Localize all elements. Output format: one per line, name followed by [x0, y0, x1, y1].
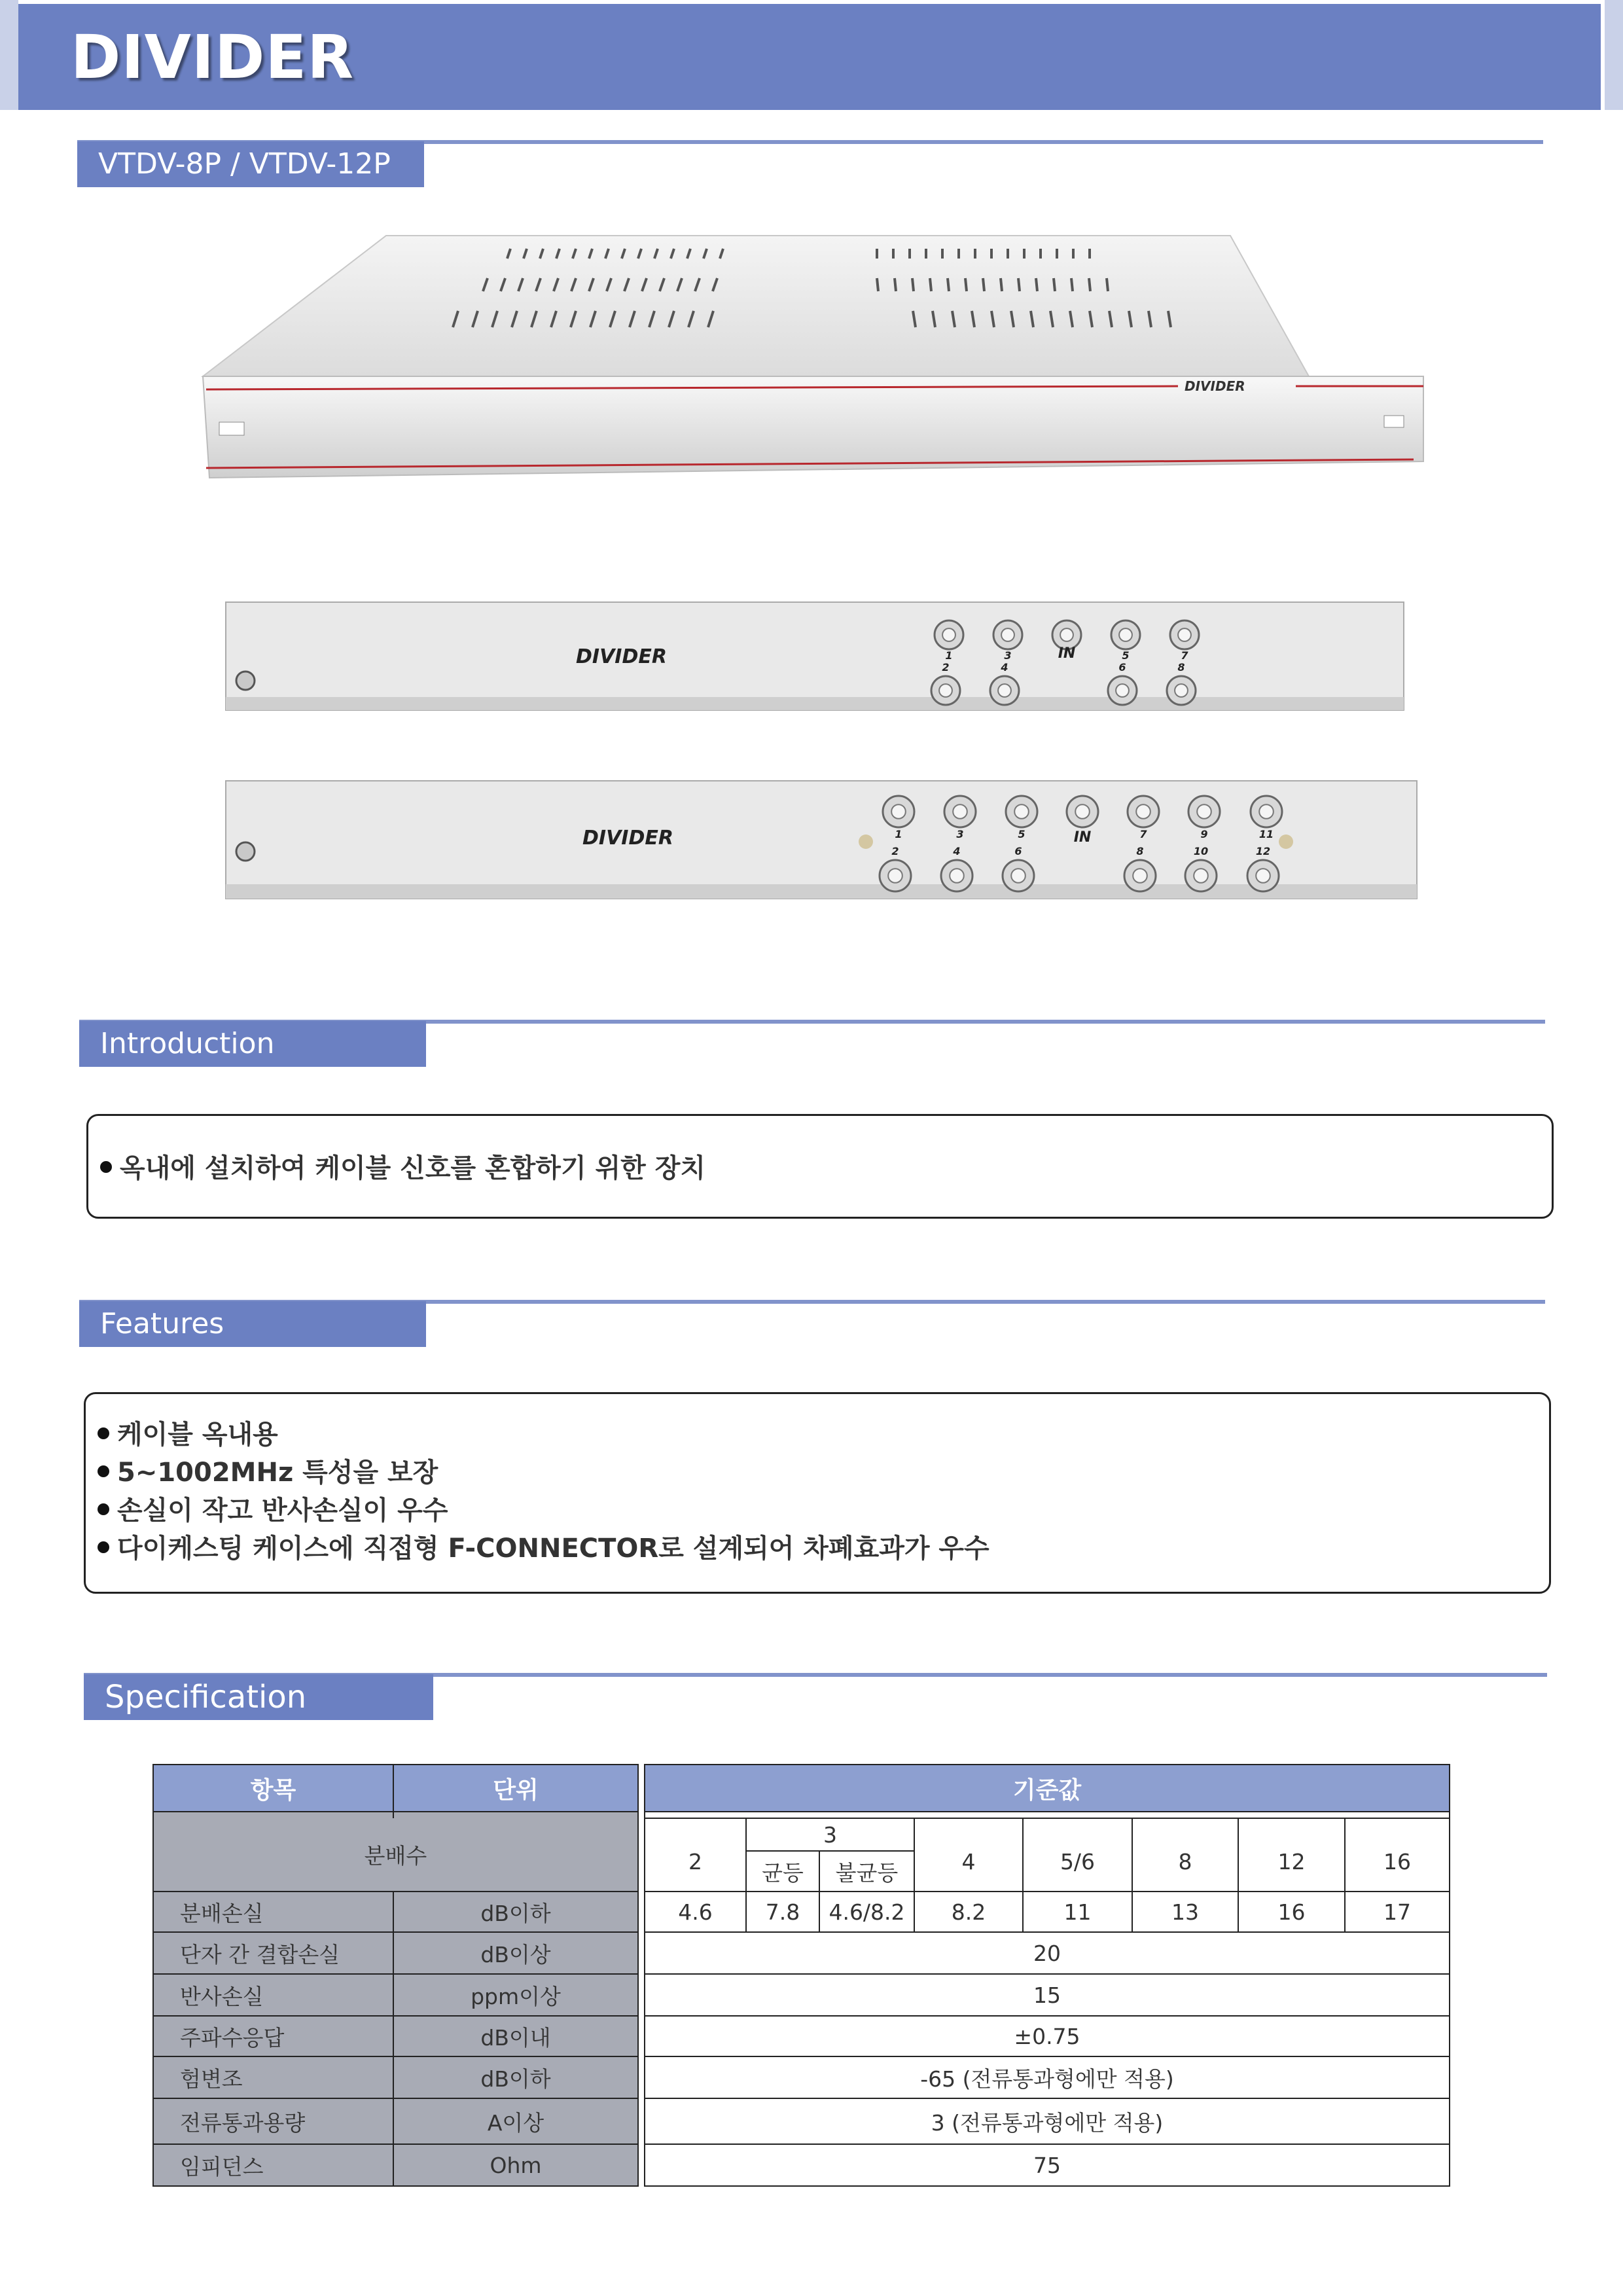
- product-photo-rack-top: [196, 229, 1433, 484]
- split-count: 16: [1345, 1818, 1450, 1892]
- spec-value: 20: [645, 1932, 1450, 1974]
- port-label: 5: [1122, 649, 1130, 662]
- introduction-box: [86, 1114, 1554, 1219]
- port-label: 5: [1018, 828, 1026, 840]
- f-connector-core: [1060, 628, 1073, 641]
- spec-value: 75: [645, 2144, 1450, 2186]
- features-item: 다이케스팅 케이스에 직접형 F-CONNECTOR로 설계되어 차폐효과가 우수: [98, 1528, 990, 1565]
- specification-section-header: [84, 1668, 1547, 1720]
- spec-value: 4.6/8.2: [819, 1892, 914, 1932]
- screw-icon: [1279, 834, 1293, 849]
- spec-value: 3 (전류통과형에만 적용): [645, 2098, 1450, 2144]
- port-label: IN: [1073, 829, 1092, 846]
- features-item: 케이블 옥내용: [98, 1414, 278, 1451]
- f-connector-core: [1194, 869, 1208, 883]
- split-count: 8: [1132, 1818, 1238, 1892]
- f-connector-core: [1011, 869, 1026, 883]
- split-count: 5/6: [1023, 1818, 1132, 1892]
- f-connector-core: [1075, 804, 1090, 819]
- spec-row: [153, 1974, 1450, 2016]
- f-connector-core: [939, 684, 952, 697]
- bullet-icon: [98, 1427, 109, 1439]
- f-connector-core: [998, 684, 1011, 697]
- spec-value: 15: [645, 1974, 1450, 2016]
- spec-value: 7.8: [746, 1892, 819, 1932]
- f-connector-core: [1197, 804, 1211, 819]
- spec-value: 4.6: [645, 1892, 746, 1932]
- device-label-12p: DIVIDER: [582, 827, 673, 850]
- split-count: 2: [645, 1818, 746, 1892]
- port-label: 11: [1258, 828, 1274, 840]
- spec-unit: dB이하: [393, 1892, 638, 1932]
- device-label-8p: DIVIDER: [576, 645, 667, 668]
- spec-item: 주파수응답: [153, 2016, 393, 2056]
- split-label: 분배수: [153, 1818, 638, 1892]
- f-connector-core: [1133, 869, 1147, 883]
- spec-item: 단자 간 결합손실: [153, 1932, 393, 1974]
- spec-header-row: [153, 1765, 1450, 1812]
- f-connector-core: [953, 804, 967, 819]
- spec-unit: Ohm: [393, 2144, 638, 2186]
- spec-item: 임피던스: [153, 2144, 393, 2186]
- banner-right-edge: [1605, 0, 1623, 110]
- features-item: 5~1002MHz 특성을 보장: [98, 1452, 438, 1489]
- bullet-icon: [100, 1161, 112, 1173]
- f-connector-core: [1178, 628, 1191, 641]
- model-label: VTDV-8P / VTDV-12P: [77, 141, 424, 187]
- page-title: DIVIDER: [71, 22, 355, 92]
- port-label: 8: [1177, 661, 1185, 673]
- bullet-icon: [98, 1503, 109, 1515]
- port-label: 8: [1136, 845, 1144, 857]
- bullet-icon: [98, 1465, 109, 1477]
- specification-title: Specification: [84, 1674, 433, 1720]
- banner-left-edge: [0, 0, 18, 110]
- spec-value: 13: [1132, 1892, 1238, 1932]
- spec-row: [153, 2056, 1450, 2098]
- spec-unit: A이상: [393, 2098, 638, 2144]
- title-banner: [18, 4, 1601, 110]
- f-connector-core: [1175, 684, 1188, 697]
- spec-value: 8.2: [914, 1892, 1023, 1932]
- port-label: IN: [1058, 645, 1076, 662]
- features-box: [84, 1392, 1551, 1594]
- port-label: 12: [1255, 845, 1271, 857]
- spec-value: 11: [1023, 1892, 1132, 1932]
- spec-row: [153, 2144, 1450, 2186]
- features-title: Features: [79, 1301, 426, 1347]
- product-photo-front-12p: [223, 774, 1420, 905]
- ground-screw-icon: [236, 842, 255, 861]
- f-connector-core: [1136, 804, 1150, 819]
- port-label: 4: [1001, 661, 1008, 673]
- f-connector-core: [1116, 684, 1129, 697]
- ground-screw-icon: [236, 672, 255, 690]
- spec-unit: dB이내: [393, 2016, 638, 2056]
- mount-hole-left: [219, 422, 244, 435]
- f-connector-core: [888, 869, 902, 883]
- f-connector-core: [1259, 804, 1274, 819]
- f-connector-core: [891, 804, 906, 819]
- spec-unit: dB이상: [393, 1932, 638, 1974]
- screw-icon: [859, 834, 873, 849]
- port-label: 3: [1004, 649, 1012, 662]
- spec-unit: ppm이상: [393, 1974, 638, 2016]
- spec-value: ±0.75: [645, 2016, 1450, 2056]
- features-section-header: [79, 1295, 1545, 1347]
- spec-row: [153, 1892, 1450, 1932]
- split-count-row: [153, 1818, 1450, 1851]
- port-label: 4: [953, 845, 961, 857]
- introduction-item: 옥내에 설치하여 케이블 신호를 혼합하기 위한 장치: [100, 1147, 705, 1185]
- split-count: 12: [1238, 1818, 1345, 1892]
- header-unit: 단위: [393, 1765, 638, 1812]
- features-item: 손실이 작고 반사손실이 우수: [98, 1490, 448, 1527]
- spec-item: 분배손실: [153, 1892, 393, 1932]
- split-count: 4: [914, 1818, 1023, 1892]
- spec-row: [153, 2016, 1450, 2056]
- introduction-section-header: [79, 1014, 1545, 1067]
- spec-unit: dB이하: [393, 2056, 638, 2098]
- port-label: 2: [891, 845, 899, 857]
- port-label: 9: [1200, 828, 1208, 840]
- bullet-icon: [98, 1541, 109, 1553]
- spec-value: 16: [1238, 1892, 1345, 1932]
- port-label: 6: [1014, 845, 1022, 857]
- introduction-title: Introduction: [79, 1021, 426, 1067]
- f-connector-core: [942, 628, 955, 641]
- port-label: 1: [895, 828, 902, 840]
- spec-item: 반사손실: [153, 1974, 393, 2016]
- split-count: 3: [746, 1818, 914, 1851]
- f-connector-core: [1014, 804, 1029, 819]
- header-item: 항목: [153, 1765, 393, 1812]
- spec-value: 17: [1345, 1892, 1450, 1932]
- split-sub-equal: 균등: [746, 1851, 819, 1892]
- spec-row: [153, 2098, 1450, 2144]
- spec-value: -65 (전류통과형에만 적용): [645, 2056, 1450, 2098]
- header-value: 기준값: [645, 1765, 1450, 1812]
- spec-row: [153, 1932, 1450, 1974]
- port-label: 6: [1118, 661, 1126, 673]
- spec-table: [152, 1764, 1450, 2187]
- port-label: 7: [1139, 828, 1147, 840]
- product-photo-front-8p: [223, 592, 1407, 723]
- f-connector-core: [1119, 628, 1132, 641]
- port-label: 2: [942, 661, 950, 673]
- split-sub-unequal: 불균등: [819, 1851, 914, 1892]
- port-label: 10: [1193, 845, 1209, 857]
- f-connector-core: [1001, 628, 1014, 641]
- device-label-top: DIVIDER: [1185, 378, 1245, 394]
- port-label: 1: [945, 649, 953, 662]
- model-section-header: [77, 135, 1543, 187]
- port-label: 7: [1181, 649, 1188, 662]
- port-label: 3: [956, 828, 964, 840]
- spec-table-wrap: [152, 1764, 1450, 2187]
- mount-hole-right: [1384, 416, 1404, 427]
- f-connector-core: [1256, 869, 1270, 883]
- spec-item: 전류통과용량: [153, 2098, 393, 2144]
- f-connector-core: [950, 869, 964, 883]
- spec-item: 험변조: [153, 2056, 393, 2098]
